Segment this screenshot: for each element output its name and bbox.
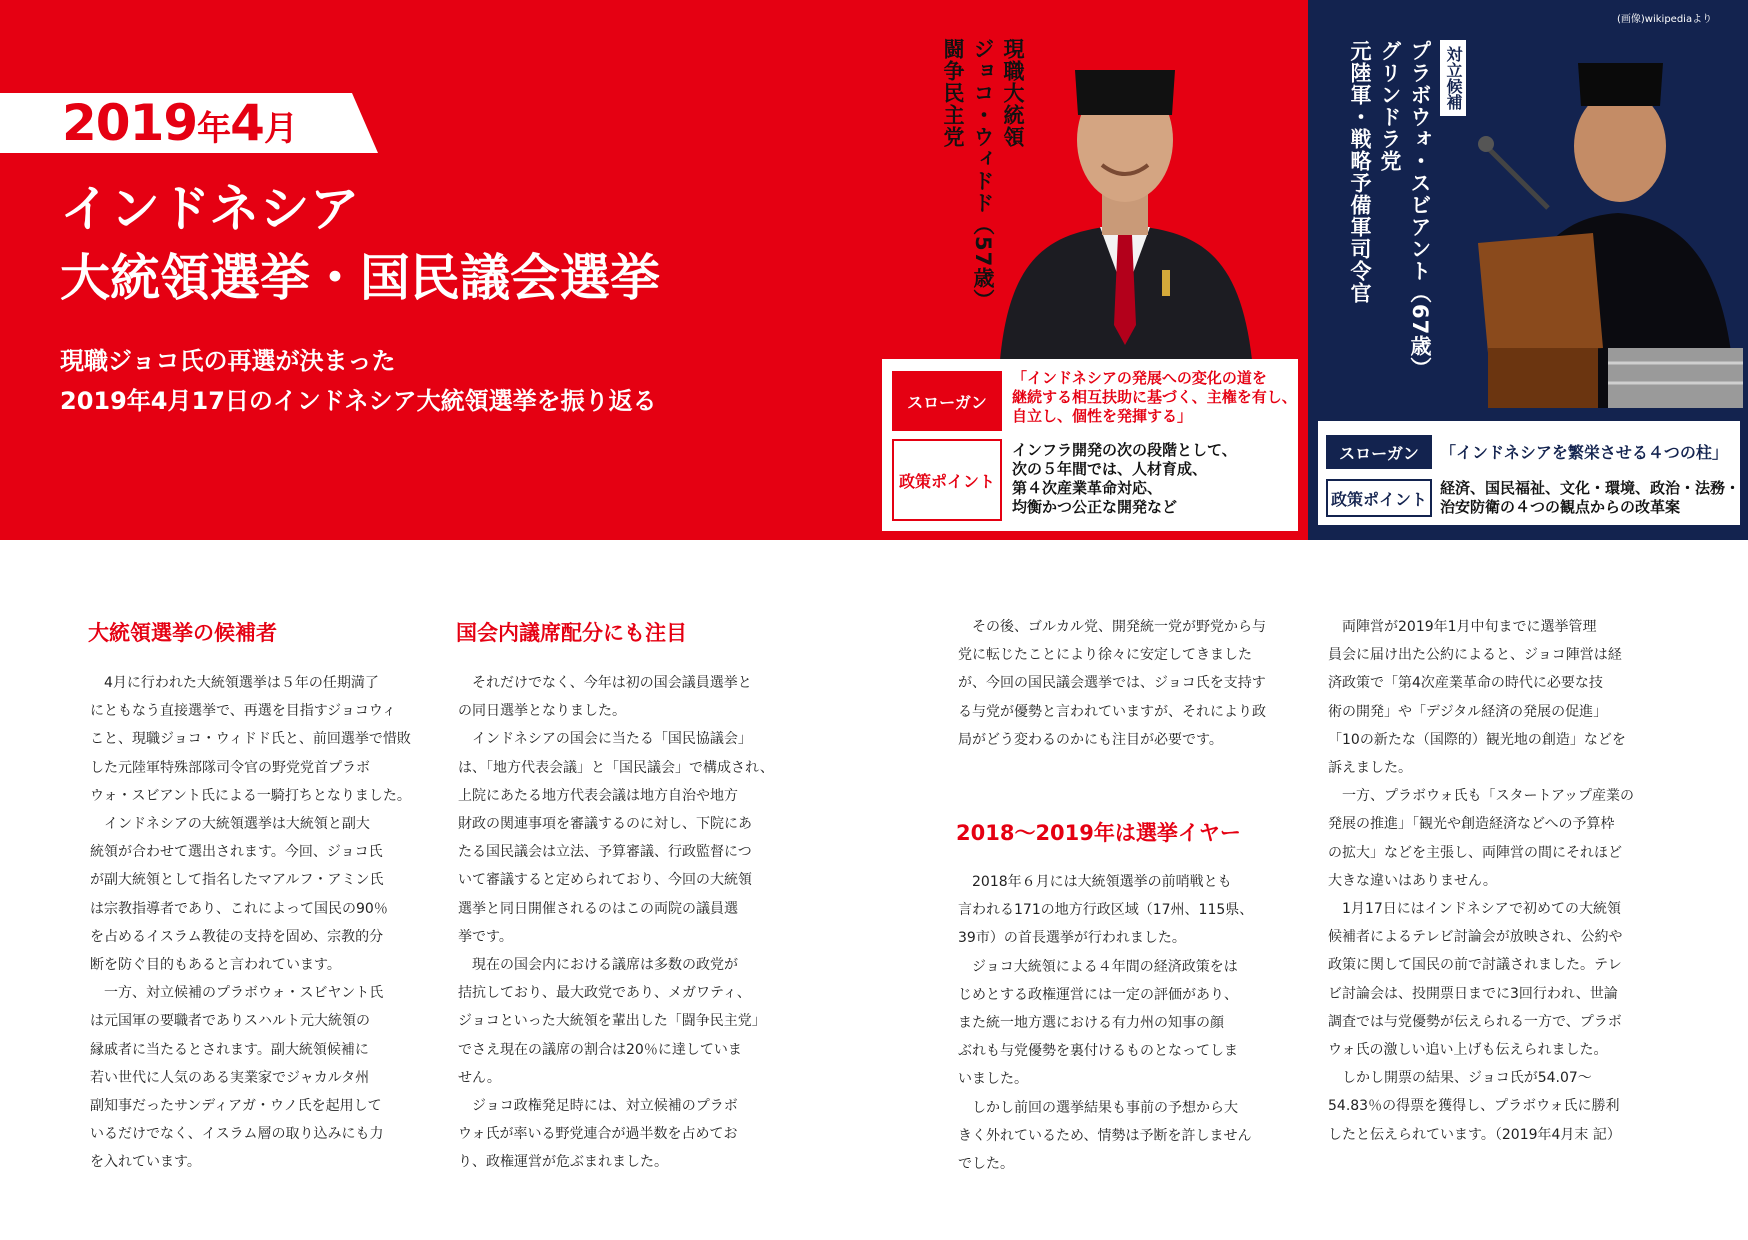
incumbent-name: ジョコ・ウィドド（57歳）: [971, 38, 995, 312]
incumbent-portrait: [990, 45, 1260, 360]
challenger-title: 元陸軍・戦略予備軍司令官: [1348, 40, 1372, 304]
section-heading: 大統領選挙の候補者: [88, 621, 277, 645]
section-heading: 2018〜2019年は選挙イヤー: [956, 821, 1241, 845]
incumbent-slogan-text: [1012, 369, 1297, 426]
challenger-name-block: [1345, 40, 1435, 380]
date-month: 4: [230, 94, 264, 152]
incumbent-slogan-label: スローガン: [892, 371, 1002, 431]
paragraph: 1月17日にはインドネシアで初めての大統領 候補者によるテレビ討論会が放映され、公約や 政策に関して国民の前で討議されました。テレ ビ討論会は、投開票日までに3回行われ、世論 調査では与党優勢が伝えられる一方で、プラボ ウォ氏の激しい追い上げも伝えられました。: [1328, 901, 1623, 1059]
subtitle-line-2: 2019年4月17日のインドネシア大統領選挙を振り返る: [60, 387, 657, 415]
incumbent-slogan-line: 自立し、個性を発揮する」: [1012, 407, 1193, 425]
date-label: [62, 94, 297, 158]
challenger-name: プラボウォ・スビアント（67歳）: [1408, 40, 1432, 380]
challenger-info-box: [1318, 421, 1740, 525]
challenger-slogan-text: 「インドネシアを繁栄させる４つの柱」: [1440, 443, 1728, 462]
incumbent-policy-label: 政策ポイント: [892, 439, 1002, 521]
article-column-4: [1328, 613, 1668, 1149]
challenger-badge: 対立候補: [1440, 40, 1466, 116]
incumbent-policy-text: [1012, 441, 1237, 517]
paragraph: 両陣営が2019年1月中旬までに選挙管理 員会に届け出た公約によると、ジョコ陣営は経 済政策で「第4次産業革命の時代に必要な技 術の開発」や「デジタル経済の発展の促進」 「10の新たな（国際的）観光地の創造」などを 訴えました。: [1328, 619, 1626, 777]
article-column-1: [90, 669, 420, 1177]
paragraph: しかし前回の選挙結果も事前の予想から大 きく外れているため、情勢は予断を許しません でした。: [958, 1099, 1252, 1173]
image-credit: (画像)wikipediaより: [1617, 14, 1713, 25]
challenger-policy-label: 政策ポイント: [1326, 479, 1432, 517]
challenger-party: グリンドラ党: [1378, 40, 1402, 172]
page-title-line-1: インドネシア: [60, 180, 360, 238]
section-heading: 国会内議席配分にも注目: [456, 621, 687, 645]
paragraph: 4月に行われた大統領選挙は５年の任期満了 にともなう直接選挙で、再選を目指すジョコウィ こと、現職ジョコ・ウィドド氏と、前回選挙で惜敗 した元陸軍特殊部隊司令官の野党党首プラボ ウォ・スビアント氏による一騎打ちとなりました。: [90, 675, 411, 804]
date-year-suffix: 年: [197, 109, 231, 149]
paragraph: 一方、対立候補のプラボウォ・スビヤント氏 は元国軍の要職者でありスハルト元大統領の 縁戚者に当たるとされます。副大統領候補に 若い世代に人気のある実業家でジャカルタ州 副知事だったサンディアガ・ウノ氏を起用して いるだけでなく、イスラム層の取り込みにも力 を入れています。: [90, 985, 384, 1171]
incumbent-policy-line: インフラ開発の次の段階として、: [1012, 441, 1237, 459]
paragraph: しかし開票の結果、ジョコ氏が54.07〜 54.83％の得票を獲得し、プラボウォ氏に勝利 したと伝えられています。（2019年4月末 記）: [1328, 1070, 1621, 1143]
incumbent-party: 闘争民主党: [941, 38, 965, 148]
paragraph: その後、ゴルカル党、開発統一党が野党から与 党に転じたことにより徐々に安定してきました が、今回の国民議会選挙では、ジョコ氏を支持す る与党が優勢と言われていますが、それにより政 局がどう変わるのかにも注目が必要です。: [958, 619, 1266, 748]
challenger-portrait: [1468, 48, 1743, 408]
paragraph: 現在の国会内における議席は多数の政党が 拮抗しており、最大政党であり、メガワティ、 ジョコといった大統領を輩出した「闘争民主党」 でさえ現在の議席の割合は20％に達していま せん。: [458, 957, 766, 1086]
paragraph: インドネシアの国会に当たる「国民協議会」 は、「地方代表会議」と「国民議会」で構成され、 上院にあたる地方代表会議は地方自治や地方 財政の関連事項を審議するのに対し、下院にあ たる国民議会は立法、予算審議、行政監督につ いて審議すると定められており、今回の大統領 選挙と同日開催されるのはこの両院の議員選 挙です。: [458, 731, 774, 945]
date-year: 2019: [62, 94, 198, 152]
paragraph: ジョコ大統領による４年間の経済政策をは じめとする政権運営には一定の評価があり、 また統一地方選における有力州の知事の顔 ぶれも与党優勢を裏付けるものとなってしま いました。: [958, 958, 1238, 1088]
article-column-3b: [958, 868, 1298, 1178]
incumbent-info-box: [882, 359, 1298, 531]
paragraph: それだけでなく、今年は初の国会議員選挙と の同日選挙となりました。: [458, 675, 752, 720]
subtitle-line-1: 現職ジョコ氏の再選が決まった: [60, 347, 396, 375]
article-column-3: [958, 613, 1298, 754]
paragraph: 2018年６月には大統領選挙の前哨戦とも 言われる171の地方行政区域（17州、115県、 39市）の首長選挙が行われました。: [958, 874, 1254, 947]
challenger-policy-text: [1440, 479, 1740, 517]
date-month-suffix: 月: [263, 109, 297, 149]
challenger-slogan-label: スローガン: [1326, 435, 1432, 469]
paragraph: 一方、プラボウォ氏も「スタートアップ産業の 発展の推進」「観光や創造経済などへの予算枠 の拡大」などを主張し、両陣営の間にそれほど 大きな違いはありません。: [1328, 788, 1635, 889]
article-column-2: [458, 669, 798, 1177]
incumbent-policy-line: 次の５年間では、人材育成、: [1012, 460, 1208, 478]
paragraph: インドネシアの大統領選挙は大統領と副大 統領が合わせて選出されます。今回、ジョコ氏 が副大統領として指名したマアルフ・アミン氏 は宗教指導者であり、これによって国民の90％ を占めるイスラム教徒の支持を固め、宗教的分 断を防ぐ目的もあると言われています。: [90, 816, 388, 974]
incumbent-policy-line: 第４次産業革命対応、: [1012, 479, 1163, 497]
incumbent-policy-line: 均衡かつ公正な開発など: [1012, 498, 1178, 516]
paragraph: ジョコ政権発足時には、対立候補のプラボ ウォ氏が率いる野党連合が過半数を占めてお り、政権運営が危ぶまれました。: [458, 1098, 738, 1171]
page-title-line-2: 大統領選挙・国民議会選挙: [60, 249, 660, 307]
incumbent-slogan-line: 「インドネシアの発展への変化の道を: [1012, 369, 1267, 387]
incumbent-slogan-line: 継続する相互扶助に基づく、主権を有し、: [1012, 388, 1297, 406]
challenger-policy-line: 治安防衛の４つの観点からの改革案: [1440, 498, 1681, 516]
challenger-policy-line: 経済、国民福祉、文化・環境、政治・法務・: [1440, 479, 1741, 497]
incumbent-position: 現職大統領: [1001, 38, 1025, 148]
incumbent-name-block: [938, 38, 1028, 312]
